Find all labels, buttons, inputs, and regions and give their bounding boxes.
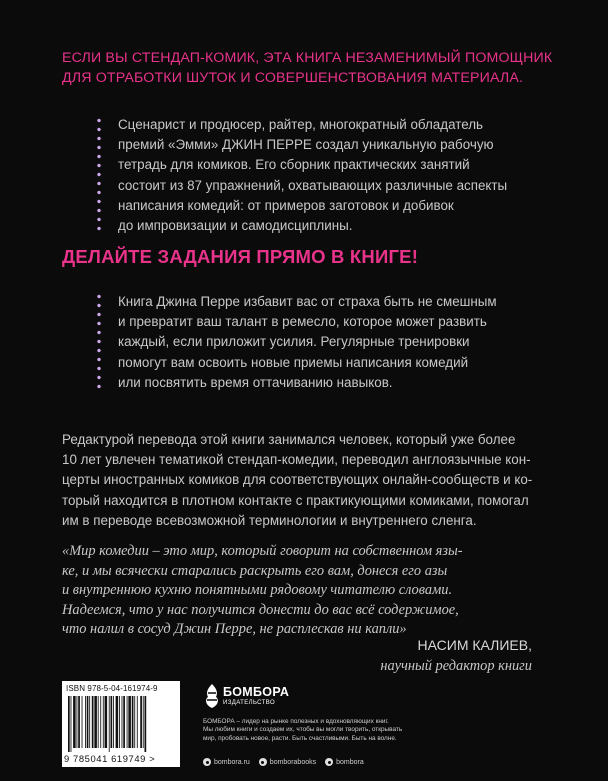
- text-line: Мы любим книги и создаем их, чтобы вы могли творить, открывать: [203, 726, 403, 734]
- dotted-divider: [96, 116, 102, 234]
- social-label: bombora.ru: [214, 758, 250, 766]
- section-heading: ДЕЛАЙТЕ ЗАДАНИЯ ПРЯМО В КНИГЕ!: [62, 246, 419, 267]
- editor-paragraph: [62, 430, 548, 531]
- text-line: Редактурой перевода этой книги занимался человек, который уже более: [62, 432, 516, 447]
- barcode-icon: [66, 696, 176, 752]
- text-line: Книга Джина Перре избавит вас от страха быть не смешным: [118, 294, 497, 309]
- text-line: и превратит ваш талант в ремесло, которое может развить: [118, 314, 487, 330]
- quote-line: Надеемся, что у нас получится донести до вас всё содержимое,: [62, 601, 459, 618]
- lead-text: [62, 48, 562, 88]
- quote-author: НАСИМ КАЛИЕВ,: [417, 637, 532, 653]
- text-line: или посвятить время оттачиванию навыков.: [118, 374, 393, 390]
- text-line: тетрадь для комиков. Его сборник практических занятий: [118, 157, 470, 173]
- social-link-vk[interactable]: [259, 758, 316, 766]
- social-label: bomborabooks: [269, 758, 317, 766]
- text-line: помогут вам освоить новые приемы написания комедий: [118, 354, 469, 370]
- editor-quote: [62, 542, 546, 640]
- social-links: [203, 758, 364, 766]
- text-line: торый находится в плотном контакте с практикующими комиками, помогал: [62, 492, 529, 508]
- publisher-subtitle: ИЗДАТЕЛЬСТВО: [223, 700, 276, 706]
- social-label: bombora: [336, 758, 364, 766]
- globe-icon: [203, 758, 211, 766]
- text-line: каждый, если приложит усилия. Регулярные тренировки: [118, 334, 470, 350]
- text-line: 10 лет увлечен тематикой стендап-комедии, переводил англоязычные кон-: [62, 452, 531, 468]
- publisher-description: [203, 718, 443, 743]
- telegram-icon: [325, 758, 333, 766]
- text-line: Сценарист и продюсер, райтер, многократный обладатель: [118, 117, 483, 132]
- quote-line: и внутреннюю кухню понятными рядовому читателю словами.: [62, 582, 453, 599]
- barcode-digits: 9 785041 619749 >: [64, 753, 156, 764]
- lead-line: ЕСЛИ ВЫ СТЕНДАП-КОМИК, ЭТА КНИГА НЕЗАМЕНИМЫЙ ПОМОЩНИК: [62, 50, 553, 66]
- publisher-logo: [203, 681, 313, 713]
- text-line: написания комедий: от примеров заготовок и добивок: [118, 197, 454, 213]
- text-line: БОМБОРА – лидер на рынке полезных и вдохновляющих книг.: [203, 718, 389, 725]
- bomb-icon: [203, 683, 221, 709]
- text-line: до импровизации и самодисциплины.: [118, 218, 353, 234]
- author-description: [118, 115, 518, 236]
- publisher-name: БОМБОРА: [223, 685, 290, 699]
- quote-line: ке, и мы всячески старались раскрыть его вам, донеся его азы: [62, 562, 448, 579]
- text-line: церты иностранных комиков для соответствующих онлайн-сообществ и ко-: [62, 472, 533, 488]
- book-benefits: [118, 292, 518, 393]
- text-line: им в переводе всевозможной терминологии и внутреннего сленга.: [62, 512, 477, 528]
- isbn-number: ISBN 978-5-04-161974-9: [66, 684, 158, 693]
- quote-line: что налил в сосуд Джин Перре, не расплескав ни капли»: [62, 621, 407, 638]
- social-link-website[interactable]: [203, 758, 250, 766]
- quote-author-role: научный редактор книги: [380, 658, 532, 674]
- social-link-telegram[interactable]: [325, 758, 364, 766]
- lead-line: ДЛЯ ОТРАБОТКИ ШУТОК И СОВЕРШЕНСТВОВАНИЯ МАТЕРИАЛА.: [62, 70, 524, 86]
- vk-icon: [259, 758, 267, 766]
- isbn-barcode: [62, 681, 180, 767]
- dotted-divider: [96, 292, 102, 392]
- text-line: премий «Эмми» ДЖИН ПЕРРЕ создал уникальную рабочую: [118, 137, 494, 153]
- quote-line: «Мир комедии – это мир, который говорит на собственном язы-: [62, 543, 463, 559]
- text-line: состоит из 87 упражнений, охватывающих различные аспекты: [118, 177, 508, 193]
- text-line: мир, пробовать новое, расти. Быть счастливыми. Быть на волне.: [203, 734, 397, 742]
